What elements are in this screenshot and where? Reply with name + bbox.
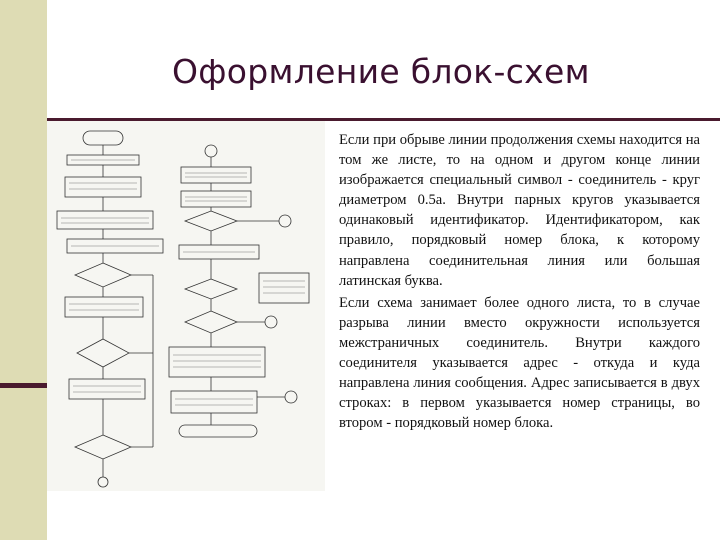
flowchart-image — [47, 121, 325, 491]
body-text — [339, 130, 700, 433]
flowchart-graphic — [47, 121, 325, 491]
slide-title: Оформление блок-схем — [172, 52, 590, 91]
left-accent-rule — [0, 383, 47, 388]
left-decorative-band — [0, 0, 47, 540]
paragraph-offpage-connector: Если схема занимает более одного листа, то в случае разрыва линии вместо окружности используется межстраничных соединитель. Внутри каждого соединителя указывается адрес - откуда и куда направлена линия сообщения. Адрес записывается в двух строках: в первом указывается номер страницы, во втором - порядковый номер блока. — [339, 294, 700, 432]
paragraph-connector: Если при обрыве линии продолжения схемы находится на том же листе, то на одном и другом конце линии изображается специальный символ - соединитель - круг диаметром 0.5a. Внутри парных кругов указывается одинаковый идентификатор. Идентификатором, как правило, порядковый номер блока, к которому направлена соединительная линия или большая латинская буква. — [339, 132, 700, 289]
